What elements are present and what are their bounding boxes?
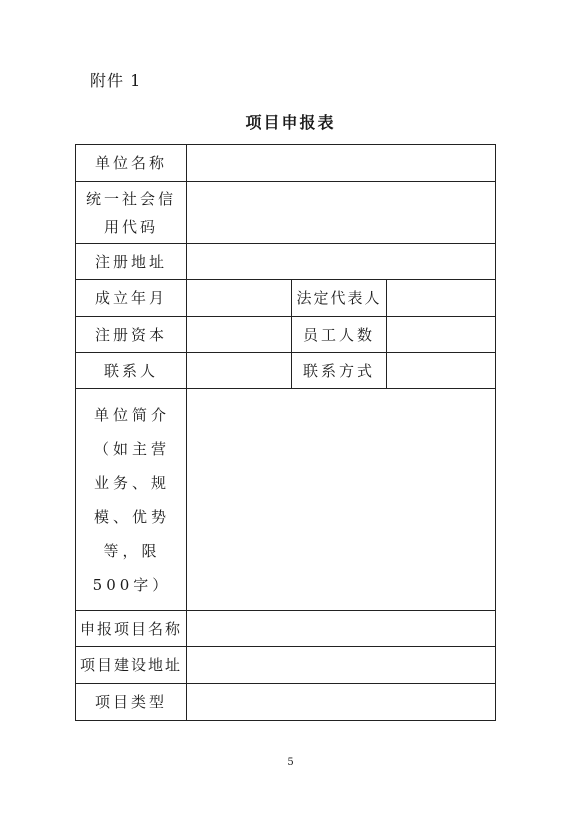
project-site-field[interactable] (187, 647, 495, 683)
label-credit-code: 统一社会信用代码 (85, 189, 176, 236)
label-legal-rep: 法定代表人 (296, 289, 382, 307)
label-contact: 联系人 (103, 361, 158, 380)
reg-capital-field[interactable] (187, 317, 291, 352)
page-number: 5 (287, 757, 294, 768)
form-title: 项目申报表 (245, 113, 336, 132)
project-type-field[interactable] (187, 684, 495, 720)
founded-field[interactable] (187, 280, 291, 316)
label-staff-count: 员工人数 (302, 325, 375, 344)
label-project-site: 项目建设地址 (79, 656, 182, 674)
label-project-name: 申报项目名称 (79, 619, 182, 638)
contact-field[interactable] (187, 353, 291, 388)
staff-count-field[interactable] (387, 317, 495, 352)
label-contact-method: 联系方式 (302, 361, 375, 380)
profile-field[interactable] (187, 389, 495, 610)
label-reg-capital: 注册资本 (94, 325, 167, 344)
label-founded: 成立年月 (94, 289, 167, 307)
label-profile: 单位简介（如主营业务、规模、优势等，限500字） (92, 405, 172, 594)
label-project-type: 项目类型 (94, 693, 167, 711)
reg-address-field[interactable] (187, 244, 495, 279)
legal-rep-field[interactable] (387, 280, 495, 316)
contact-method-field[interactable] (387, 353, 495, 388)
unit-name-field[interactable] (187, 145, 495, 181)
credit-code-field[interactable] (187, 182, 495, 243)
label-unit-name: 单位名称 (94, 154, 167, 172)
project-name-field[interactable] (187, 611, 495, 646)
attachment-label: 附件 1 (90, 71, 142, 90)
label-reg-address: 注册地址 (94, 252, 167, 271)
